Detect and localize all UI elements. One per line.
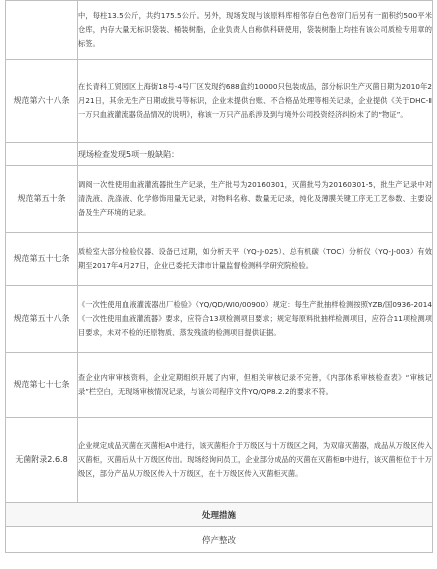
action-text: 停产整改 [6,527,433,553]
table-row [6,166,433,233]
row-label: 规范第五十条 [6,166,78,233]
table-row [6,286,433,353]
row-text: 调阅一次性使用血液灌流器批生产记录，生产批号为20160301，灭菌批号为20160301-5，批生产记录中对清洗液、洗涤液、化学修饰用量无记录，对物料名称、数量无记录，纯化及薄膜关键工序无工艺参数、主要设备及生产环境的记录。 [78,166,433,233]
inspection-table [5,0,433,553]
section-header: 现场检查发现5项一般缺陷： [78,143,433,166]
action-header: 处理措施 [6,503,433,527]
row-text: 《一次性使用血液灌流器出厂检验》（YQ/QD/WI0/00900）规定：每生产批抽样检测按照YZB/国0936-2014《一次性使用血液灌流器》要求，应符合13项检测项目要求；规定每原料批抽样检测项目，应符合11项检测项目要求，未对不检的还原物质、蒸发残渣的检测项目提供证据。 [78,286,433,353]
row-text: 中，每柱13.5公斤，共约175.5公斤。另外，现场发现与该原料库相邻存白色卷帘门后另有一面积约500平米仓库，内存大量无标识袋装、桶装树脂，企业负责人自称供科研使用，袋装树脂上均挂有该公司质检专用章的标签。 [78,1,433,60]
row-text: 质检室大部分检验仪器、设备已过期，如分析天平（YQ-J-025）、总有机碳（TOC）分析仪（YQ-J-003）有效期至2017年4月27日，企业已委托天津市计量监督检测科学研究院检验。 [78,233,433,286]
table-row [6,1,433,60]
row-label: 规范第六十八条 [6,60,78,143]
row-label: 规范第五十八条 [6,286,78,353]
row-text: 在长青科工贸园区上海街18号-4号厂区发现约688盒约10000只包装成品，部分标识生产灭菌日期为2010年2月21日，其余无生产日期或批号等标识，企业未提供台账、不合格品处理等相关记录，企业提供《关于DHC-Ⅱ一万只血液灌流器货品情况的说明》，称该一万只产品系涉及到与境外公司投资经济纠纷未了的“物证”。 [78,60,433,143]
row-label: 无菌附录2.6.8 [6,418,78,503]
table-row [6,60,433,143]
section-header-row [6,143,433,166]
row-label: 规范第七十七条 [6,353,78,418]
row-text: 企业规定成品灭菌在灭菌柜A中进行，该灭菌柜介于万级区与十万级区之间，为双扉灭菌器，成品从万级区传入灭菌柜，灭菌后从十万级区传出。现场经询问员工，企业部分成品的灭菌在灭菌柜B中进行，该灭菌柜位于十万级区，部分产品从万级区传入十万级区，在十万级区传入灭菌柜灭菌。 [78,418,433,503]
table-row [6,418,433,503]
action-header-row [6,503,433,527]
table-row [6,353,433,418]
action-row [6,527,433,553]
row-label [6,1,78,60]
table-row [6,233,433,286]
row-text: 查企业内审审核资料，企业定期组织开展了内审，但相关审核记录不完善，《内部体系审核检查表》“审核记录”栏空白，无现场审核情况记录，与该公司程序文件YQ/QP8.2.2的要求不符。 [78,353,433,418]
row-label: 规范第五十七条 [6,233,78,286]
